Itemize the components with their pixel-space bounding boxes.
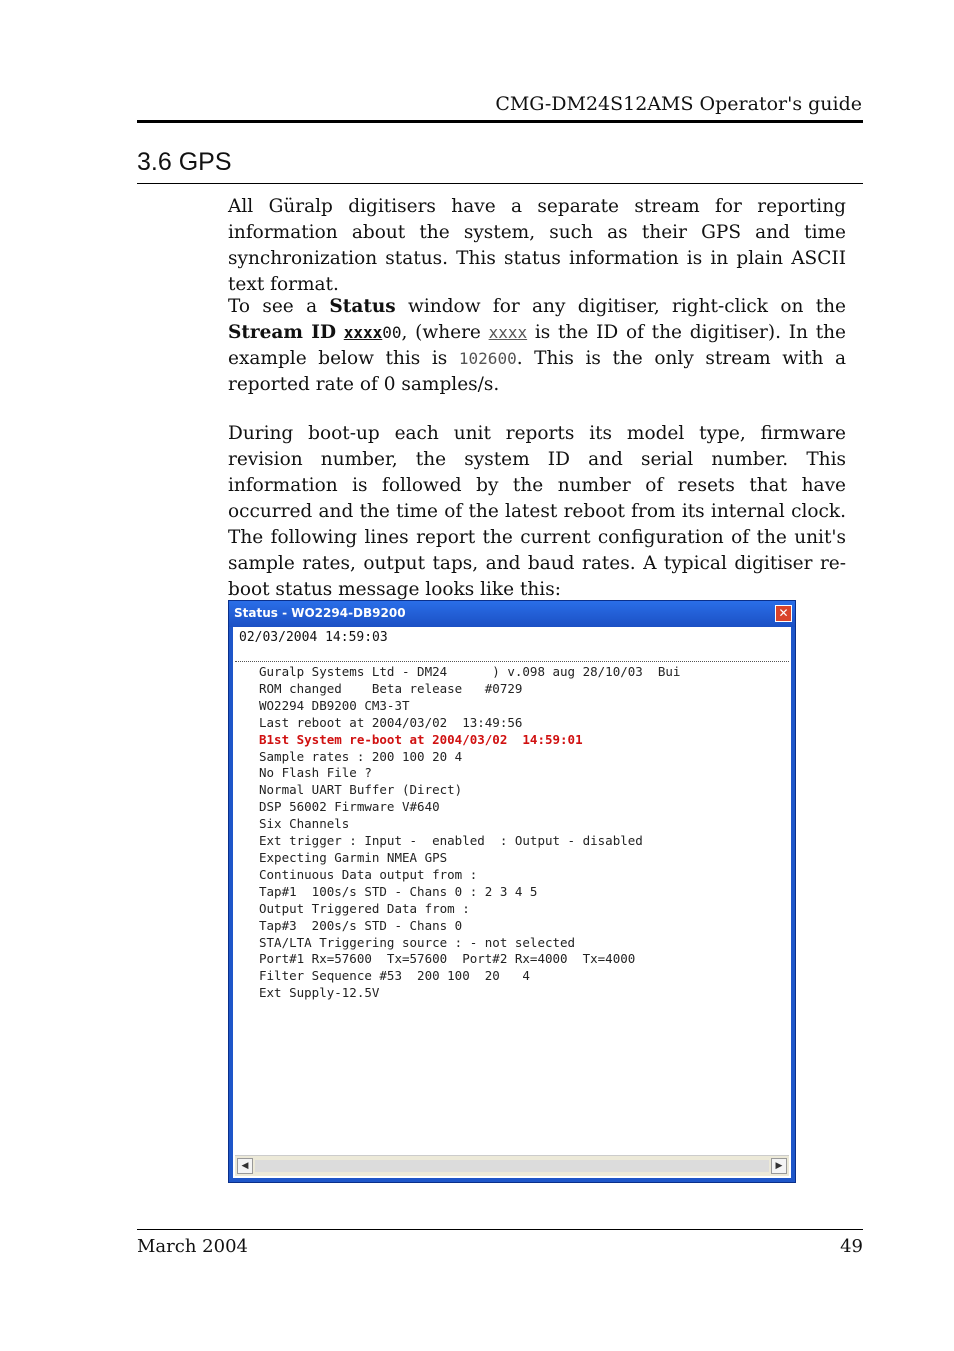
status-line: Last reboot at 2004/03/02 13:49:56 — [259, 714, 523, 730]
status-line: B1st System re-boot at 2004/03/02 14:59:01 — [259, 731, 583, 747]
code-example-id: 102600 — [458, 349, 517, 368]
status-line: ROM changed Beta release #0729 — [259, 680, 523, 696]
text-segment: window for any digitiser, right-click on the — [395, 296, 846, 317]
status-log[interactable] — [235, 661, 789, 1152]
text-segment: To see a — [228, 296, 330, 317]
status-line: Tap#1 100s/s STD - Chans 0 : 2 3 4 5 — [259, 883, 538, 899]
scroll-right-icon[interactable]: ▶ — [771, 1158, 787, 1174]
code-stream-id: xxxx — [343, 323, 383, 342]
scroll-left-icon[interactable]: ◀ — [237, 1158, 253, 1174]
status-line: Sample rates : 200 100 20 4 — [259, 748, 463, 764]
status-line: Expecting Garmin NMEA GPS — [259, 849, 448, 865]
footer-rule — [137, 1229, 863, 1230]
page-number: 49 — [840, 1236, 863, 1257]
status-keyword: Status — [329, 296, 396, 317]
paragraph-bootup: During boot-up each unit reports its model type, firmware revision number, the system ID and serial number. This information is followed by the number of resets that have occurred and the time of the latest reboot from its internal clock. The following lines report the current configuration of the unit's sample rates, output taps, and baud rates. A typical digitiser re-boot status message looks like this: — [228, 423, 846, 600]
status-line: No Flash File ? — [259, 765, 372, 781]
horizontal-scrollbar[interactable] — [235, 1155, 789, 1176]
text-segment: , (where — [401, 322, 489, 343]
window-body — [233, 627, 791, 1178]
header-rule — [137, 120, 863, 123]
window-title: Status - WO2294-DB9200 — [234, 606, 406, 620]
status-line: Filter Sequence #53 200 100 20 4 — [259, 968, 530, 984]
status-line: Six Channels — [259, 816, 350, 832]
status-line: Tap#3 200s/s STD - Chans 0 — [259, 917, 463, 933]
footer-date: March 2004 — [137, 1236, 248, 1257]
code-placeholder: xxxx — [488, 323, 528, 342]
status-line: Continuous Data output from : — [259, 866, 478, 882]
status-line: Normal UART Buffer (Direct) — [259, 782, 463, 798]
scroll-thumb[interactable] — [255, 1160, 769, 1172]
text-segment: is the ID of the digitiser). In the example below this is — [228, 322, 846, 369]
window-titlebar — [229, 601, 795, 627]
paragraph-status-window — [228, 294, 846, 398]
close-icon[interactable]: ✕ — [775, 605, 792, 622]
header-title: CMG-DM24S12AMS Operator's guide — [495, 93, 862, 115]
window-date: 02/03/2004 14:59:03 — [239, 630, 388, 645]
section-title: 3.6 GPS — [137, 148, 232, 176]
section-rule — [137, 183, 863, 184]
status-line: WO2294 DB9200 CM3-3T — [259, 697, 410, 713]
status-line: Guralp Systems Ltd - DM24 ) v.098 aug 28/10/03 Bui — [259, 664, 681, 679]
status-line: Output Triggered Data from : — [259, 900, 470, 916]
paragraph-intro: All Güralp digitisers have a separate stream for reporting information about the system, such as their GPS and time synchronization status. This status information is in plain ASCII text format. — [228, 196, 846, 295]
status-line: Port#1 Rx=57600 Tx=57600 Port#2 Rx=4000 Tx=4000 — [259, 951, 636, 967]
status-lines — [259, 664, 680, 1002]
status-line: STA/LTA Triggering source : - not selected — [259, 934, 576, 950]
text-segment: . This is the only stream with a reported rate of 0 samples/s. — [228, 348, 846, 395]
status-window-screenshot — [228, 600, 796, 1183]
status-line: Ext trigger : Input - enabled : Output - disabled — [259, 833, 643, 849]
code-stream-suffix: 00 — [382, 323, 402, 342]
status-line: DSP 56002 Firmware V#640 — [259, 799, 440, 815]
stream-id-keyword: Stream ID — [228, 322, 336, 343]
status-line: Ext Supply-12.5V — [259, 985, 380, 1001]
